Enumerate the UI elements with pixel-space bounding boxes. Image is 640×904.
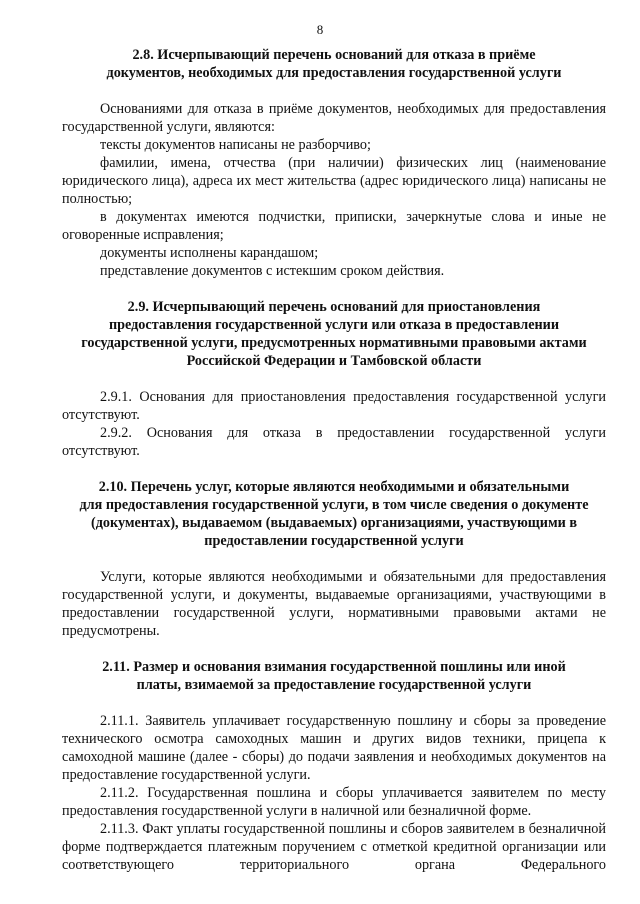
heading-line: 2.10. Перечень услуг, которые являются необходимыми и обязательными (98, 479, 570, 495)
heading-line: 2.8. Исчерпывающий перечень оснований для отказа в приёме (132, 47, 536, 63)
paragraph: документы исполнены карандашом; (100, 245, 319, 261)
section-heading-2-10 (62, 478, 606, 550)
section-heading-2-9 (62, 298, 606, 370)
paragraph: 2.11.1. Заявитель уплачивает государственную пошлину и сборы за проведение технического осмотра самоходных машин и других видов техники, прицепа к самоходной машине (далее - сборы) до подачи заявления и необходимых документов на предоставление государственной услуги. (62, 713, 606, 783)
heading-line: предоставлении государственной услуги (204, 533, 464, 549)
paragraph: 2.11.3. Факт уплаты государственной пошлины и сборов заявителем в безналичной форме подтверждается платежным поручением с отметкой кредитной организации или соответствующего территориального органа Федерального (62, 821, 606, 873)
heading-line: платы, взимаемой за предоставление государственной услуги (136, 677, 532, 693)
page-number: 8 (316, 22, 324, 37)
paragraph: 2.9.1. Основания для приостановления предоставления государственной услуги отсутствуют. (62, 389, 606, 423)
paragraph: в документах имеются подчистки, приписки, зачеркнутые слова и иные не оговоренные исправления; (62, 209, 606, 243)
paragraph: Основаниями для отказа в приёме документов, необходимых для предоставления государственной услуги, являются: (62, 101, 606, 135)
paragraph: фамилии, имена, отчества (при наличии) физических лиц (наименование юридического лица), адреса их мест жительства (адрес юридического лица) написаны не полностью; (62, 155, 606, 207)
heading-line: Российской Федерации и Тамбовской области (186, 353, 482, 369)
paragraph: 2.11.2. Государственная пошлина и сборы уплачивается заявителем по месту предоставления государственной услуги в наличной или безналичной форме. (62, 785, 606, 819)
heading-line: документов, необходимых для предоставления государственной услуги (106, 65, 562, 81)
heading-line: 2.9. Исчерпывающий перечень оснований для приостановления (127, 299, 541, 315)
heading-line: (документах), выдаваемом (выдаваемых) организациями, участвующими в (90, 515, 577, 531)
paragraph: представление документов с истекшим сроком действия. (100, 263, 445, 279)
section-heading-2-8 (62, 46, 606, 82)
paragraph: тексты документов написаны не разборчиво; (100, 137, 371, 153)
heading-line: государственной услуги, предусмотренных нормативными правовыми актами (81, 335, 587, 351)
heading-line: 2.11. Размер и основания взимания государственной пошлины или иной (102, 659, 566, 675)
heading-line: для предоставления государственной услуги, в том числе сведения о документе (79, 497, 589, 513)
paragraph: 2.9.2. Основания для отказа в предоставлении государственной услуги отсутствуют. (62, 425, 606, 459)
heading-line: предоставления государственной услуги или отказа в предоставлении (108, 317, 560, 333)
section-heading-2-11 (62, 658, 606, 694)
paragraph: Услуги, которые являются необходимыми и обязательными для предоставления государственной услуги, и документы, выдаваемые организациями, участвующими в предоставлении государственной услуги, нормативными правовыми актами не предусмотрены. (62, 569, 606, 639)
